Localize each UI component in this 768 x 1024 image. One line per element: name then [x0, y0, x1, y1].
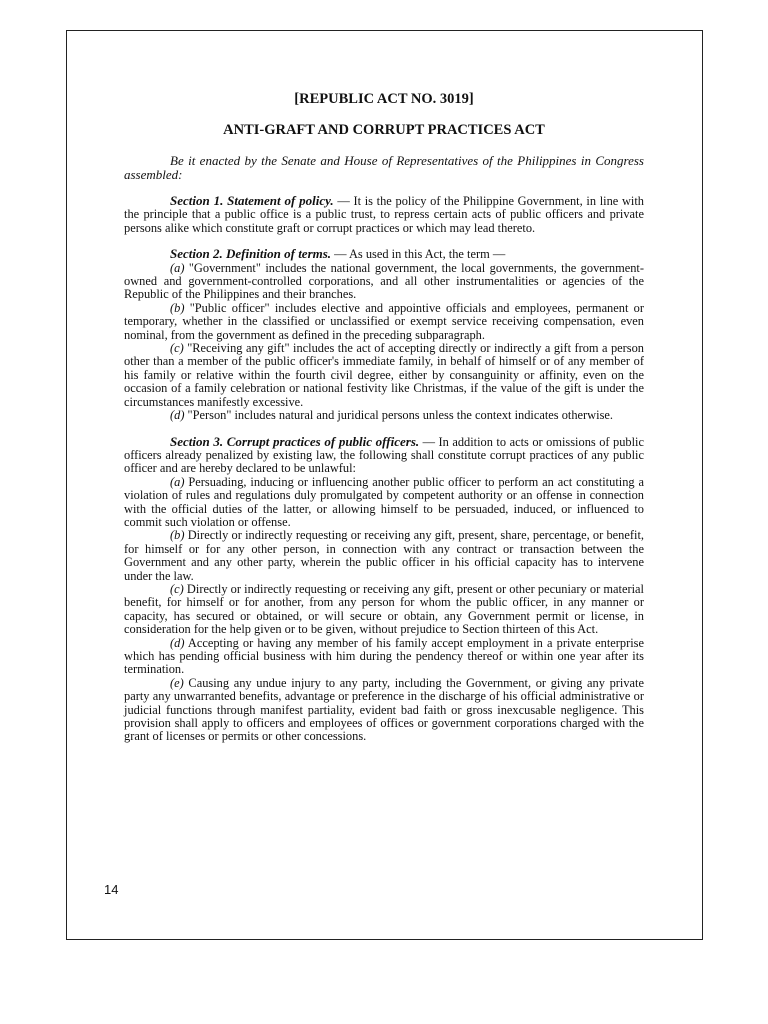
section-3-item-b	[124, 529, 644, 583]
section-2	[124, 247, 644, 261]
item-text: Accepting or having any member of his family accept employment in a private enterprise which has pending official business with him during the pendency thereof or within one year after its termination.	[124, 635, 644, 677]
item-text: Causing any undue injury to any party, including the Government, or giving any private party any unwarranted benefits, advantage or preference in the discharge of his official administrative or judicial functions through manifest partiality, evident bad faith or gross inexcusable negligence. This provision shall apply to officers and employees of offices or government corporations charged with the grant of licenses or permits or other concessions.	[124, 675, 644, 744]
section-3-heading: Section 3. Corrupt practices of public officers.	[170, 433, 420, 449]
page-number: 14	[104, 882, 119, 897]
item-text: "Government" includes the national government, the local governments, the government-owned and government-controlled corporations, and all other instrumentalities or agencies of the Republic of the Philippines and their branches.	[124, 260, 644, 302]
document-body	[124, 91, 644, 744]
item-label: (d)	[170, 408, 185, 423]
section-2-intro: — As used in this Act, the term —	[331, 247, 506, 262]
section-2-item-a	[124, 262, 644, 302]
section-3-item-c	[124, 583, 644, 637]
item-text: Persuading, inducing or influencing another public officer to perform an act constituting a violation of rules and regulations duly promulgated by competent authority or an offense in connection with the official duties of the latter, or allowing himself to be persuaded, induced, or influenced to commit such violation or offense.	[124, 474, 644, 529]
item-label: (a)	[170, 260, 185, 275]
item-text: "Receiving any gift" includes the act of accepting directly or indirectly a gift from a person other than a member of the public officer's immediate family, in behalf of himself or of any member of his family or relative within the fourth civil degree, either by consanguinity or affinity, even on the occasion of a family celebration or national festivity like Christmas, if the value of the gift is under the circumstances manifestly excessive.	[124, 341, 644, 409]
enacting-clause: Be it enacted by the Senate and House of Representatives of the Philippines in Congress assembled:	[124, 153, 644, 182]
item-label: (c)	[170, 581, 184, 596]
section-3-item-d	[124, 637, 644, 677]
item-label: (e)	[170, 675, 184, 690]
act-title: ANTI-GRAFT AND CORRUPT PRACTICES ACT	[223, 122, 545, 138]
section-3-item-a	[124, 476, 644, 530]
section-3	[124, 435, 644, 476]
item-text: "Public officer" includes elective and appointive officials and employees, permanent or temporary, whether in the classified or unclassified or exempt service receiving compensation, even nominal, from the government as defined in the preceding subparagraph.	[124, 300, 644, 342]
section-2-heading: Section 2. Definition of terms.	[170, 246, 332, 262]
item-label: (b)	[170, 300, 185, 315]
act-number-heading: [REPUBLIC ACT NO. 3019]	[294, 91, 474, 107]
item-label: (b)	[170, 528, 185, 543]
section-1-heading: Section 1. Statement of policy.	[170, 193, 334, 208]
item-text: Directly or indirectly requesting or receiving any gift, present, share, percentage, or benefit, for himself or for any other person, in connection with any contract or transaction between the Government and any other party, wherein the public officer in his official capacity has to intervene under the law.	[124, 528, 644, 583]
section-2-item-d	[124, 409, 644, 422]
section-3-item-e	[124, 677, 644, 744]
item-label: (c)	[170, 341, 184, 356]
item-text: Directly or indirectly requesting or receiving any gift, present or other pecuniary or material benefit, for himself or for another, from any person for whom the public officer, in any manner or capacity, has secured or obtained, or will secure or obtain, any Government permit or license, in consideration for the help given or to be given, without prejudice to Section thirteen of this Act.	[124, 581, 644, 637]
item-label: (d)	[170, 635, 185, 650]
item-text: "Person" includes natural and juridical persons unless the context indicates otherwise.	[184, 408, 613, 423]
section-1-text: — It is the policy of the Philippine Government, in line with the principle that a public office is a public trust, to repress certain acts of public officers and private persons alike which constitute graft or corrupt practices or which may lead thereto.	[124, 194, 645, 235]
section-3-intro: — In addition to acts or omissions of public officers already penalized by existing law, the following shall constitute corrupt practices of any public officer and are hereby declared to be unlawful:	[124, 434, 644, 476]
item-label: (a)	[170, 474, 185, 489]
section-1	[124, 194, 644, 235]
section-2-item-c	[124, 342, 644, 409]
section-2-item-b	[124, 302, 644, 342]
